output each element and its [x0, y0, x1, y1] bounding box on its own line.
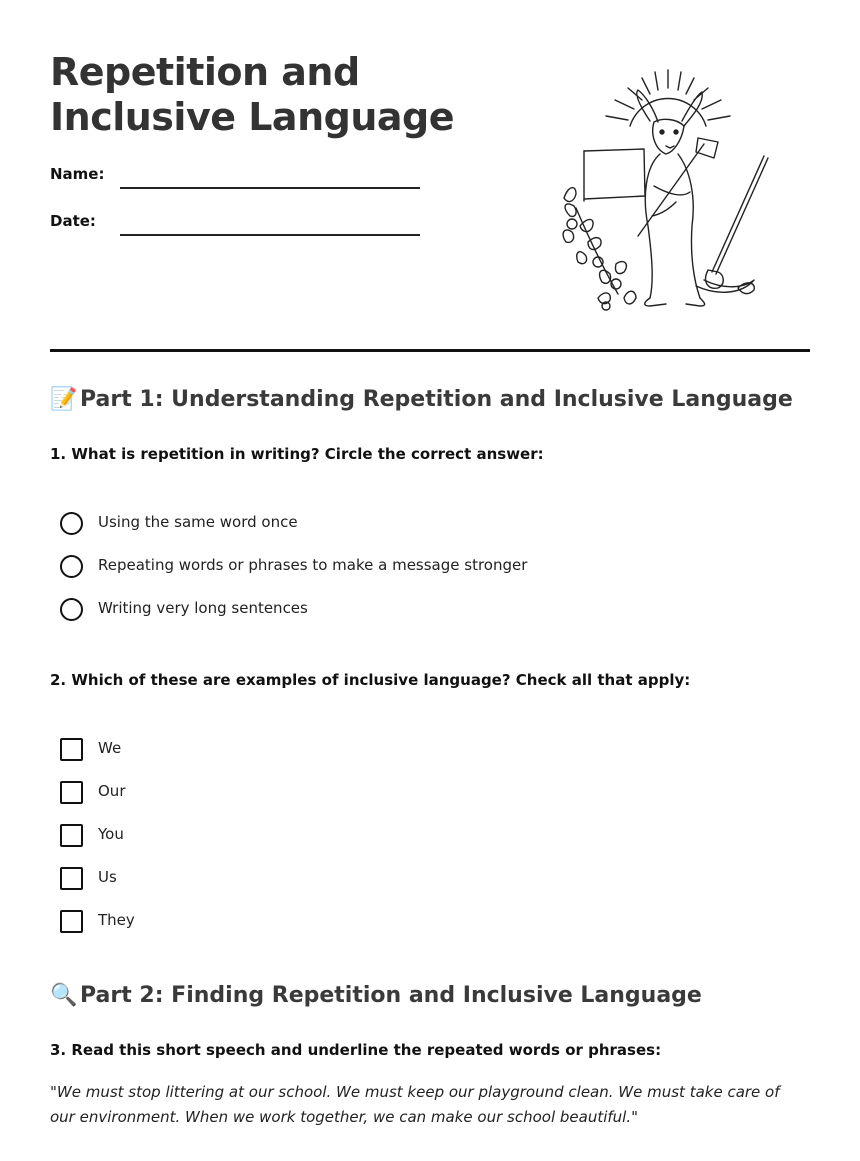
kangaroo-illustration — [558, 66, 778, 311]
q1-option-3-radio[interactable] — [60, 598, 83, 621]
q2-option-our[interactable] — [60, 780, 800, 806]
q2-option-we[interactable] — [60, 737, 800, 763]
part2-heading — [50, 983, 702, 1008]
q2-option-they-checkbox[interactable] — [60, 910, 83, 933]
q2-option-us-label: Us — [98, 868, 117, 886]
q2-option-us-checkbox[interactable] — [60, 867, 83, 890]
magnifier-icon: 🔍 — [50, 983, 78, 1008]
worksheet-title: Repetition and Inclusive Language — [50, 50, 454, 139]
q2-option-we-label: We — [98, 739, 122, 757]
q2-option-you-checkbox[interactable] — [60, 824, 83, 847]
speech-passage[interactable]: "We must stop littering at our school. We must keep our playground clean. We must take care of our environment. When we work together, we can make our school beautiful." — [50, 1083, 780, 1126]
q2-option-they-label: They — [98, 911, 135, 929]
name-write-line[interactable] — [120, 187, 420, 189]
q2-option-you-label: You — [98, 825, 124, 843]
q2-option-our-checkbox[interactable] — [60, 781, 83, 804]
question-1-prompt: 1. What is repetition in writing? Circle the correct answer: — [50, 445, 544, 463]
q1-option-3-label: Writing very long sentences — [98, 599, 308, 617]
date-label: Date: — [50, 212, 96, 230]
worksheet-page — [50, 0, 810, 1161]
q1-option-2-radio[interactable] — [60, 555, 83, 578]
q2-option-we-checkbox[interactable] — [60, 738, 83, 761]
part1-heading — [50, 387, 793, 412]
q1-option-1-label: Using the same word once — [98, 513, 298, 531]
q1-option-2-label: Repeating words or phrases to make a message stronger — [98, 556, 528, 574]
question-3-prompt: 3. Read this short speech and underline the repeated words or phrases: — [50, 1041, 662, 1059]
q2-option-they[interactable] — [60, 909, 800, 935]
q1-option-3[interactable] — [60, 597, 800, 623]
part2-heading-text: Part 2: Finding Repetition and Inclusive Language — [80, 983, 702, 1008]
q2-option-us[interactable] — [60, 866, 800, 892]
q1-option-2[interactable] — [60, 554, 800, 580]
question-2-prompt: 2. Which of these are examples of inclusive language? Check all that apply: — [50, 671, 691, 689]
date-field[interactable] — [50, 210, 430, 240]
q1-option-1-radio[interactable] — [60, 512, 83, 535]
q1-option-1[interactable] — [60, 511, 800, 537]
part1-heading-text: Part 1: Understanding Repetition and Inclusive Language — [80, 387, 793, 412]
worksheet-header — [50, 50, 810, 320]
memo-icon: 📝 — [50, 387, 78, 412]
name-label: Name: — [50, 165, 105, 183]
q2-option-you[interactable] — [60, 823, 800, 849]
q2-option-our-label: Our — [98, 782, 126, 800]
name-field[interactable] — [50, 163, 430, 193]
header-divider — [50, 349, 810, 352]
date-write-line[interactable] — [120, 234, 420, 236]
